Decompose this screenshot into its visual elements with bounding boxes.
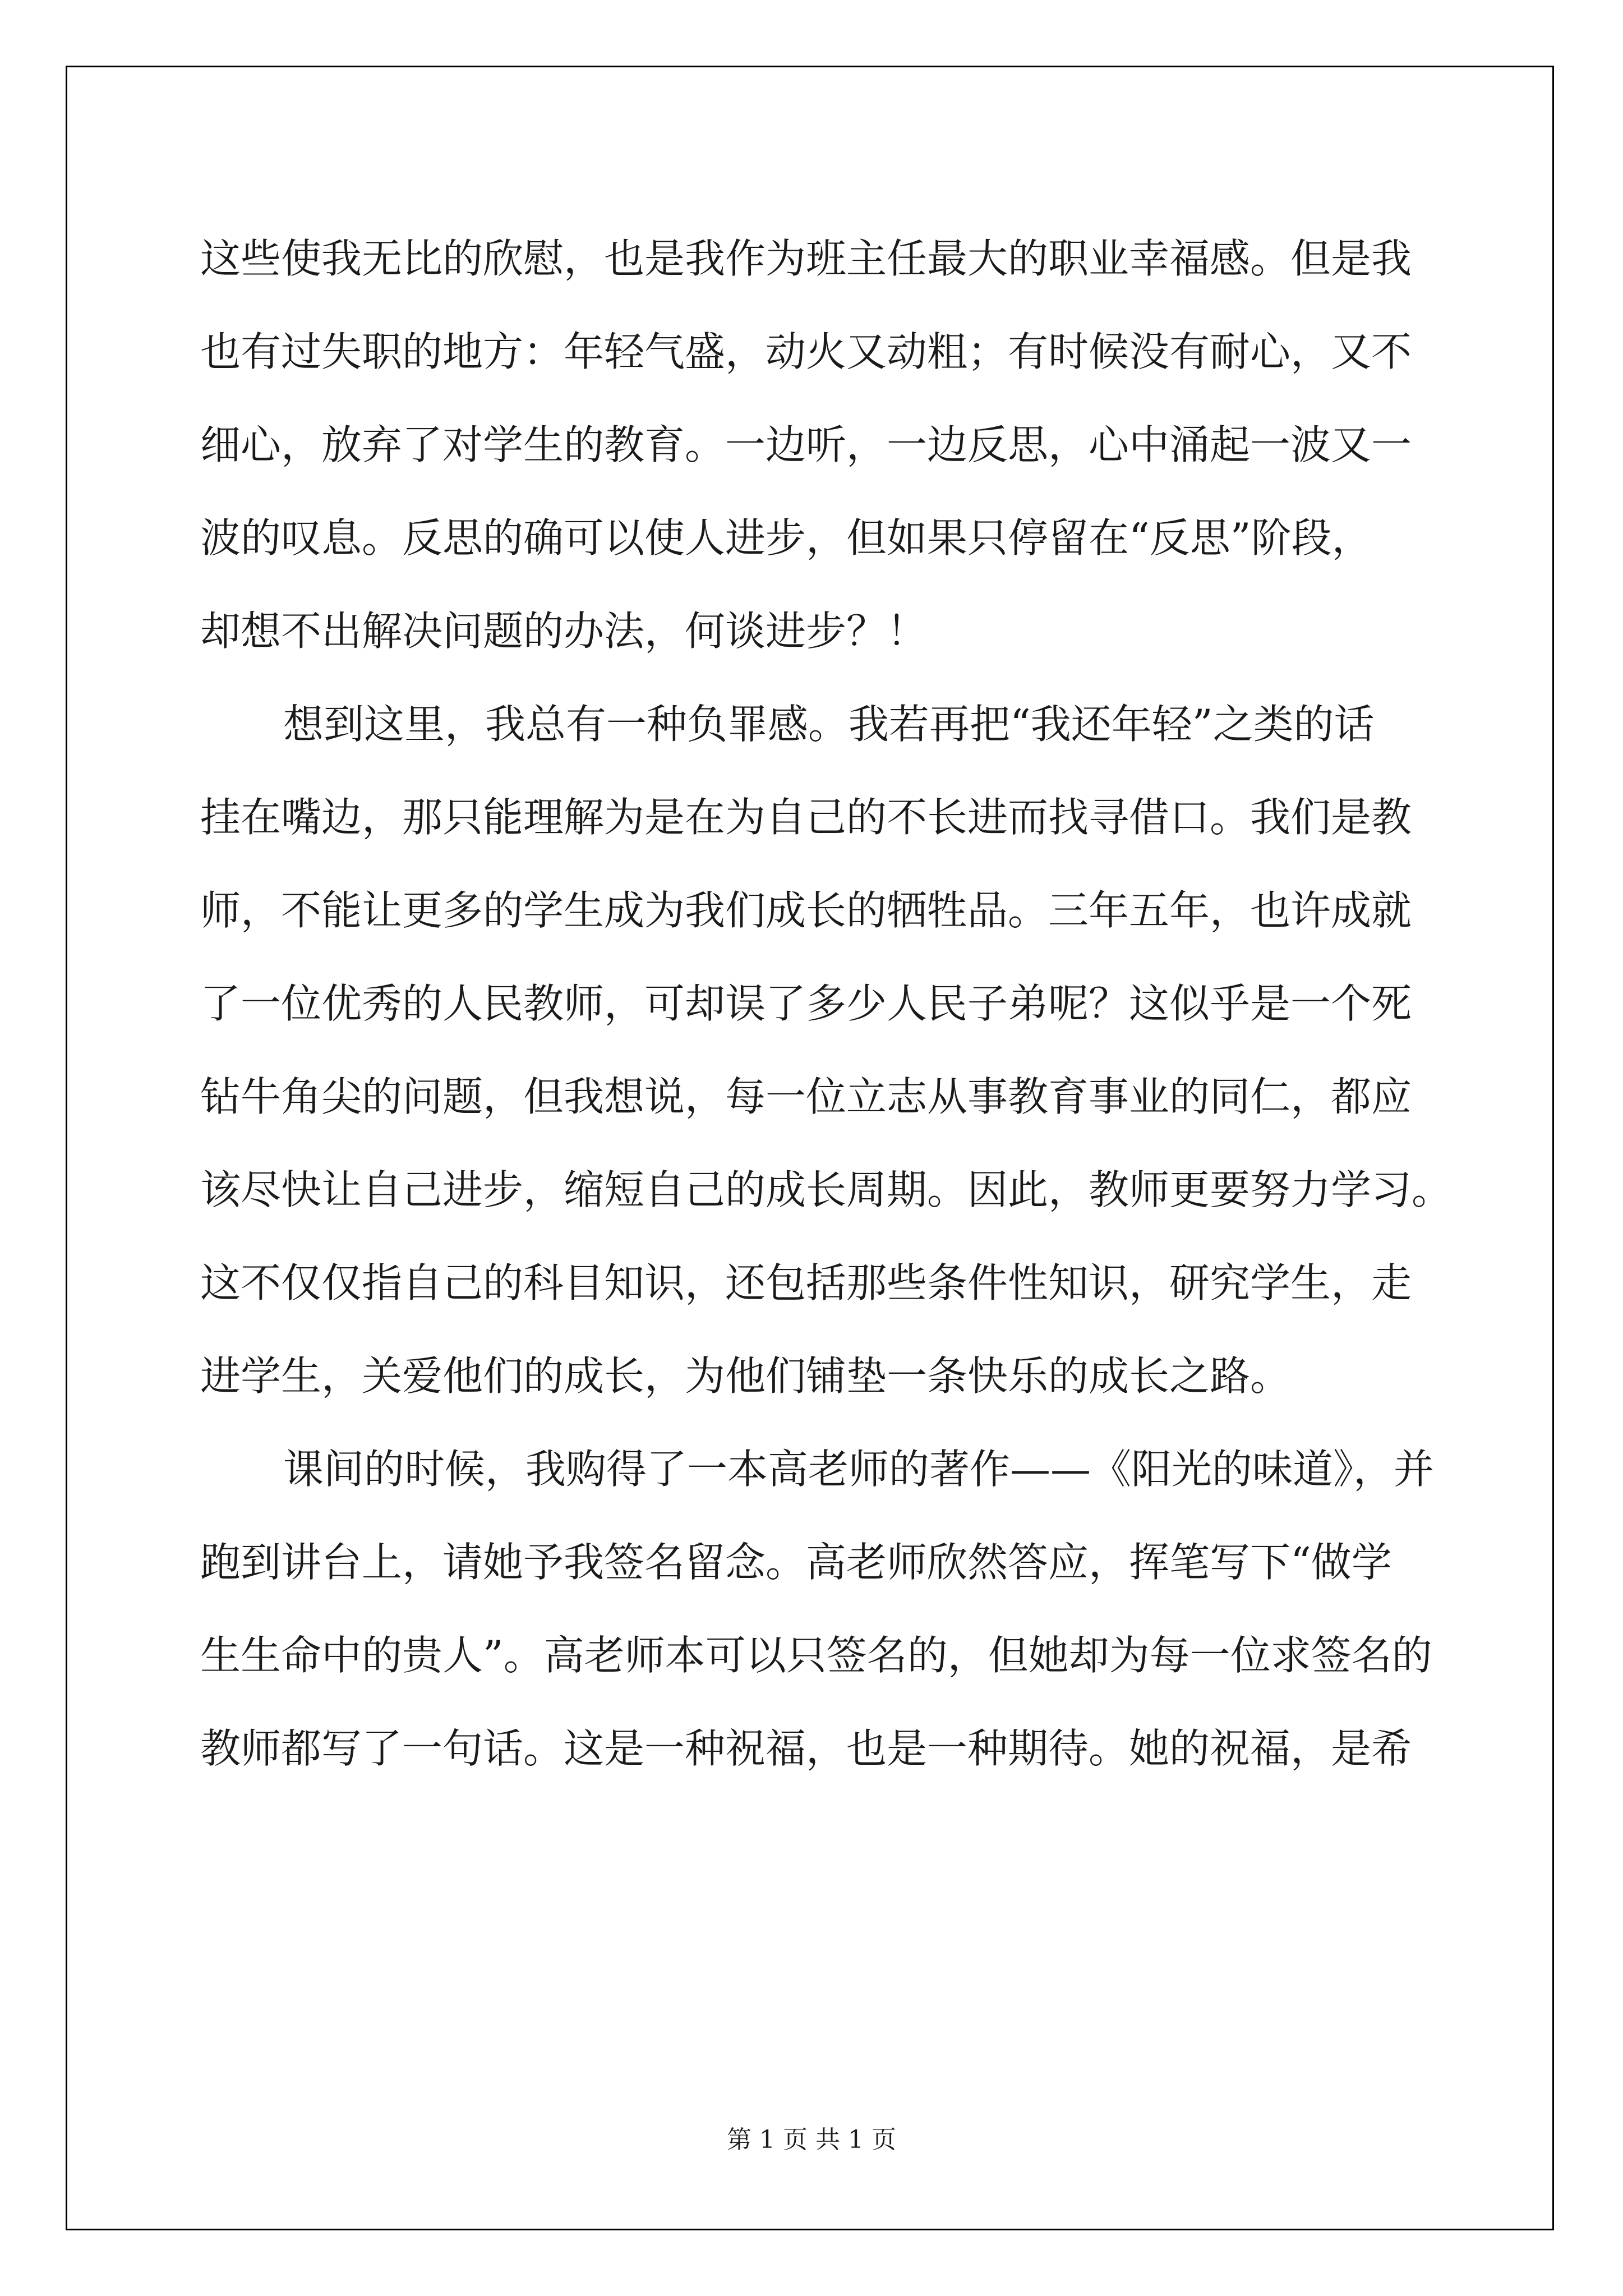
page-number-footer: 第 1 页 共 1 页 [727,2125,896,2154]
text-line: 了一位优秀的人民教师，可却误了多少人民子弟呢？这似乎是一个死 [200,980,1412,1027]
text-line: 却想不出解决问题的办法，何谈进步？！ [200,608,928,655]
text-line: 进学生，关爱他们的成长，为他们铺垫一条快乐的成长之路。 [200,1352,1291,1400]
text-line: 波的叹息。反思的确可以使人进步，但如果只停留在“反思”阶段， [200,514,1372,562]
text-line: 挂在嘴边，那只能理解为是在为自己的不长进而找寻借口。我们是教 [200,794,1412,841]
text-line: 这些使我无比的欣慰，也是我作为班主任最大的职业幸福感。但是我 [200,235,1412,282]
text-line: 师，不能让更多的学生成为我们成长的牺牲品。三年五年，也许成就 [200,887,1412,934]
text-line: 该尽快让自己进步，缩短自己的成长周期。因此，教师更要努力学习。 [200,1166,1453,1213]
document-body [200,212,1462,1795]
text-line: 生生命中的贵人”。高老师本可以只签名的，但她却为每一位求签名的 [200,1632,1432,1679]
text-line: 也有过失职的地方：年轻气盛，动火又动粗；有时候没有耐心，又不 [200,328,1412,375]
text-line-indented: 想到这里，我总有一种负罪感。我若再把“我还年轻”之类的话 [283,701,1375,748]
text-line: 教师都写了一句话。这是一种祝福，也是一种期待。她的祝福，是希 [200,1725,1412,1772]
text-line: 钻牛角尖的问题，但我想说，每一位立志从事教育事业的同仁，都应 [200,1073,1412,1120]
text-line: 细心，放弃了对学生的教育。一边听，一边反思，心中涌起一波又一 [200,421,1412,468]
text-line-indented: 课间的时候，我购得了一本高老师的著作——《阳光的味道》，并 [283,1446,1435,1493]
text-line: 跑到讲台上，请她予我签名留念。高老师欣然答应，挥笔写下“做学 [200,1539,1392,1586]
text-line: 这不仅仅指自己的科目知识，还包括那些条件性知识，研究学生，走 [200,1259,1412,1306]
